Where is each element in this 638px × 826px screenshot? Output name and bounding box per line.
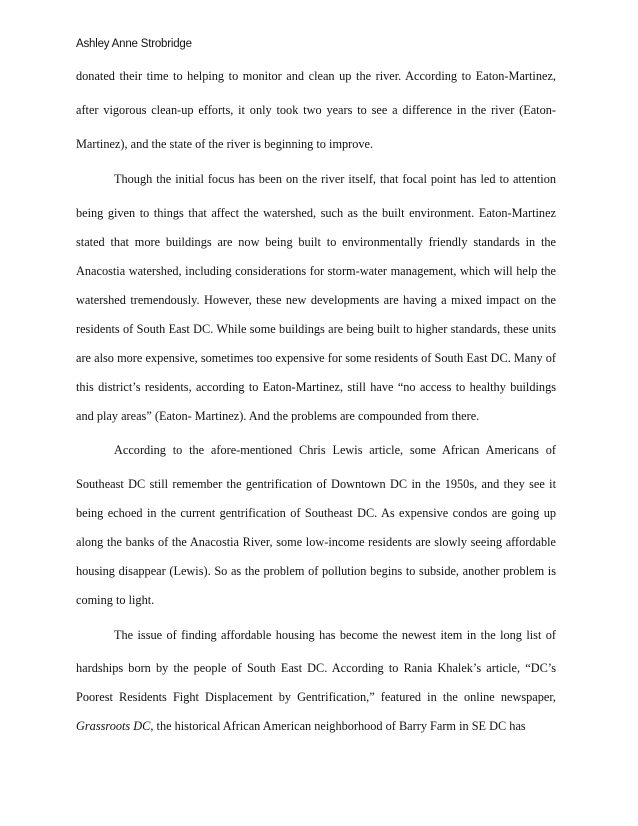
body-text-line: being given to things that affect the watershed, such as the built environment. Eaton-Martinez: [76, 206, 556, 220]
body-text-line: watershed tremendously. However, these new developments are having a mixed impact on the: [76, 293, 556, 307]
body-text-line: along the banks of the Anacostia River, some low-income residents are slowly seeing affordable: [76, 535, 556, 549]
body-text-line: coming to light.: [76, 593, 155, 607]
body-text-line: this district’s residents, according to Eaton-Martinez, still have “no access to healthy buildings: [76, 380, 556, 394]
body-text-line: Poorest Residents Fight Displacement by Gentrification,” featured in the online newspaper,: [76, 690, 556, 704]
body-text-line: Southeast DC still remember the gentrification of Downtown DC in the 1950s, and they see it: [76, 477, 556, 491]
body-text-line: Anacostia watershed, including considerations for storm-water management, which will help the: [76, 264, 556, 278]
body-text-line: after vigorous clean-up efforts, it only took two years to see a difference in the river (Eaton-: [76, 103, 556, 117]
body-text-line: Martinez), and the state of the river is beginning to improve.: [76, 137, 374, 151]
body-text-line: hardships born by the people of South East DC. According to Rania Khalek’s article, “DC’s: [76, 661, 556, 675]
body-text-line: residents of South East DC. While some buildings are being built to higher standards, these units: [76, 322, 556, 336]
body-text-line: are also more expensive, sometimes too expensive for some residents of South East DC. Many of: [76, 351, 556, 365]
body-text-line-mixed: [76, 719, 526, 733]
body-text-line: According to the afore-mentioned Chris Lewis article, some African Americans of: [114, 443, 556, 457]
body-text-fragment: , the historical African American neighborhood of Barry Farm in SE DC has: [150, 719, 526, 733]
body-text-line: and play areas” (Eaton- Martinez). And the problems are compounded from there.: [76, 409, 480, 423]
body-text-line: housing disappear (Lewis). So as the problem of pollution begins to subside, another problem is: [76, 564, 556, 578]
body-text-line: being echoed in the current gentrification of Southeast DC. As expensive condos are going up: [76, 506, 556, 520]
body-text-line: donated their time to helping to monitor and clean up the river. According to Eaton-Martinez,: [76, 69, 556, 83]
body-text-line: The issue of finding affordable housing has become the newest item in the long list of: [114, 628, 556, 642]
running-header-author: Ashley Anne Strobridge: [76, 38, 192, 50]
body-text-line: Though the initial focus has been on the river itself, that focal point has led to attention: [114, 172, 556, 186]
body-text-line: stated that more buildings are now being built to environmentally friendly standards in the: [76, 235, 556, 249]
publication-title: Grassroots DC: [76, 719, 151, 733]
